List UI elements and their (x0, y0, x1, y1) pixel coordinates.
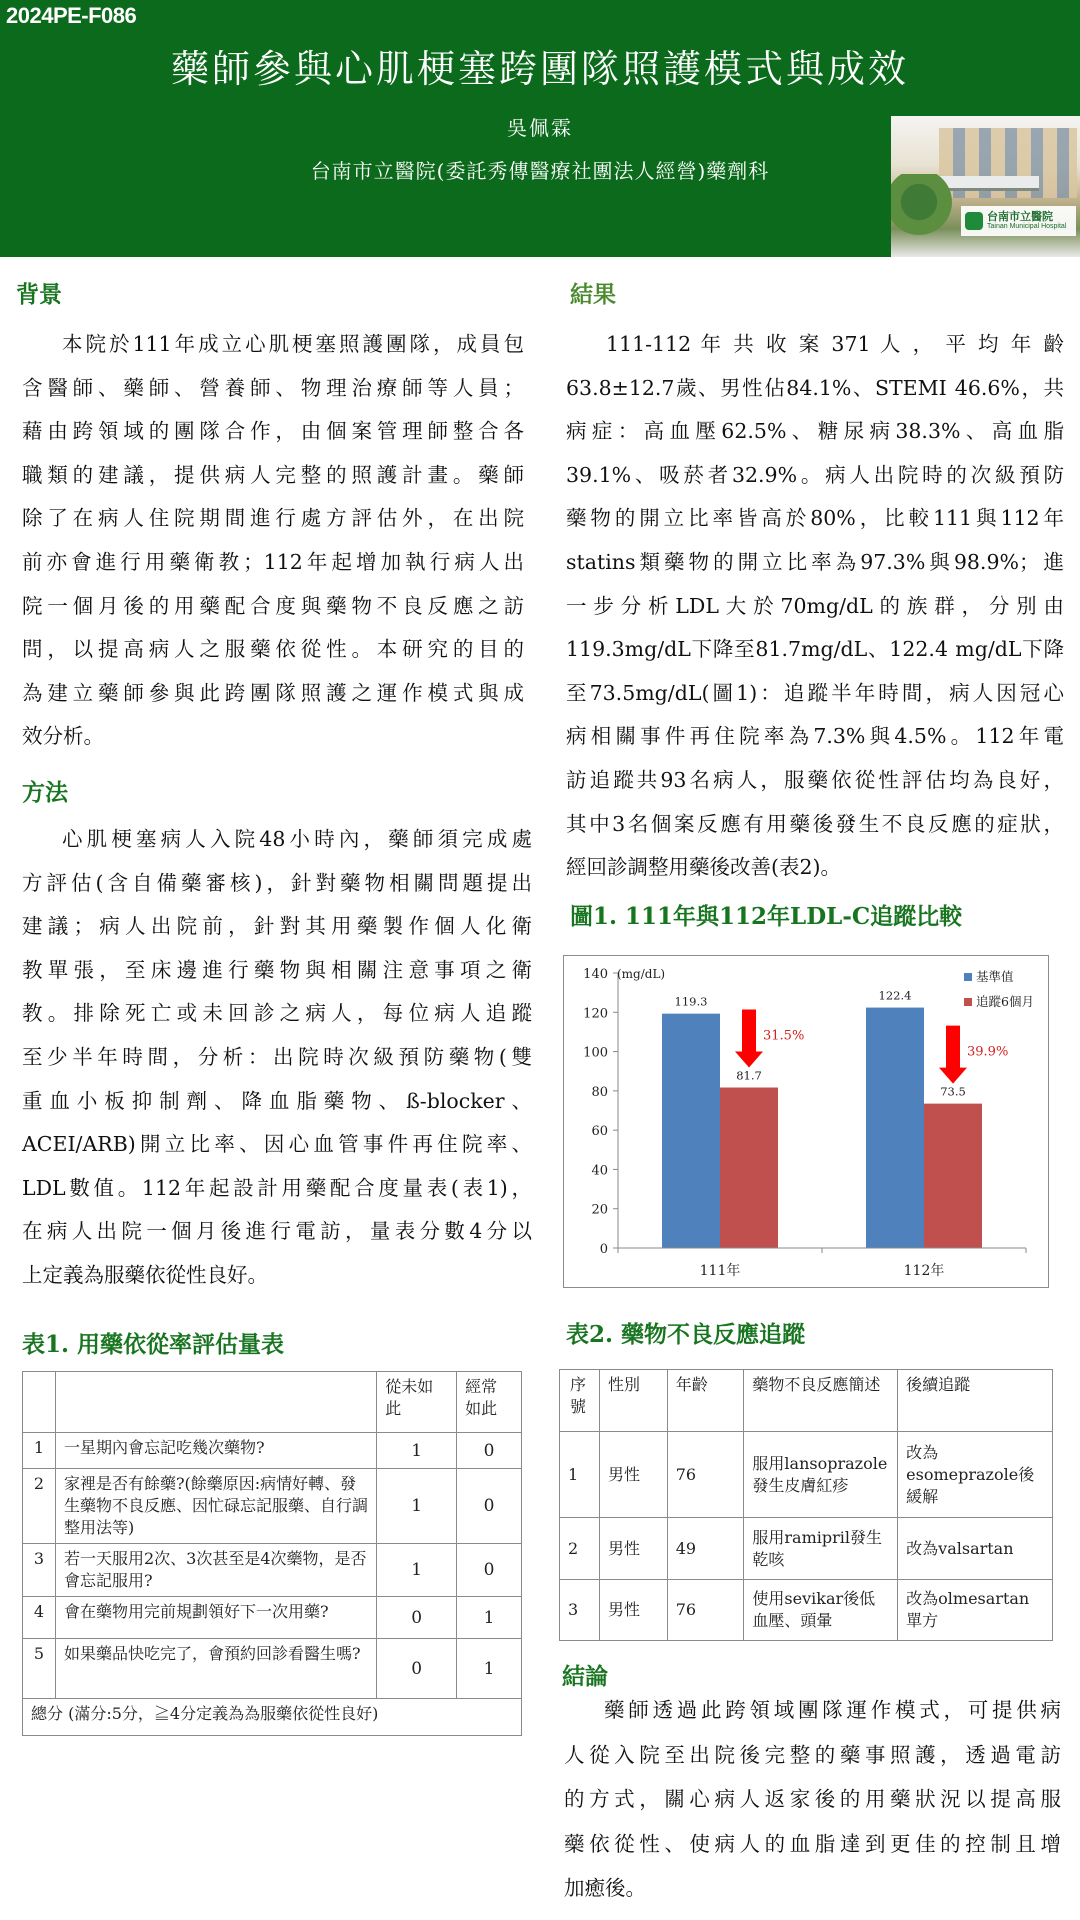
bar-value-label: 73.5 (940, 1084, 966, 1099)
results-line: 一步分析LDL大於70mg/dL的族群，分別由 (566, 593, 1064, 618)
poster-id: 2024PE-F086 (6, 3, 137, 28)
results-line: 病症：高血壓62.5%、糖尿病38.3%、高血脂 (566, 419, 1064, 444)
results-line: 經回診調整用藥後改善(表2)。 (566, 855, 842, 880)
methods-line: 在病人出院一個月後進行電訪，量表分數4分以 (22, 1219, 532, 1244)
conclusion-heading: 結論 (562, 1663, 608, 1690)
table2-cell-no: 2 (560, 1518, 600, 1580)
table1-row (23, 1597, 522, 1639)
y-axis-unit-label: (mg/dL) (617, 967, 666, 981)
x-category-label: 112年 (903, 1263, 945, 1279)
decrease-percent-label: 39.9% (967, 1044, 1009, 1060)
background-line: 為建立藥師參與此跨團隊照護之運作模式與成 (22, 680, 524, 705)
ldl-bar-chart (564, 956, 1050, 1289)
legend-label: 基準值 (976, 969, 1014, 984)
hospital-cross-icon (965, 212, 983, 230)
background-text (22, 323, 524, 759)
table2-cell-no: 3 (560, 1580, 600, 1641)
table1-row (23, 1639, 522, 1699)
methods-line: LDL數值。112年起設計用藥配合度量表(表1)， (22, 1175, 532, 1200)
hospital-photo (891, 116, 1080, 257)
table2-header-row (560, 1370, 1053, 1432)
table1-row (23, 1433, 522, 1469)
table1-cell-often: 1 (457, 1639, 522, 1699)
table1-cell-never: 1 (377, 1469, 457, 1544)
table1-cell-no: 5 (23, 1639, 56, 1699)
results-line: 訪追蹤共93名病人，服藥依從性評估均為良好， (566, 767, 1064, 792)
methods-heading: 方法 (22, 779, 68, 806)
results-line: 病相關事件再住院率為7.3%與4.5%。112年電 (566, 724, 1064, 749)
table1-cell-question: 若一天服用2次、3次甚至是4次藥物，是否會忘記服用? (55, 1544, 376, 1597)
table2-header-cell: 年齡 (667, 1370, 744, 1432)
background-line: 院一個月後的用藥配合度與藥物不良反應之訪 (22, 593, 524, 618)
table1-cell-no: 2 (23, 1469, 56, 1544)
conclusion-line: 加癒後。 (564, 1876, 646, 1900)
background-line: 問，以提高病人之服藥依從性。本研究的目的 (22, 637, 524, 662)
conclusion-line: 藥依從性、使病人的血脂達到更佳的控制且增 (564, 1831, 1061, 1856)
table2-caption: 表2. 藥物不良反應追蹤 (566, 1321, 806, 1348)
table2-cell-age: 76 (667, 1580, 744, 1641)
table2-cell-sex: 男性 (599, 1432, 667, 1518)
results-line: 其中3名個案反應有用藥後發生不良反應的症狀， (566, 811, 1064, 836)
table1-header-cell (23, 1372, 56, 1433)
table1-header-cell (55, 1372, 376, 1433)
affiliation: 台南市立醫院(委託秀傳醫療社團法人經營)藥劑科 (310, 159, 770, 183)
table1-cell-no: 1 (23, 1433, 56, 1469)
bar-followup (924, 1104, 982, 1248)
table2-row (560, 1432, 1053, 1518)
results-heading: 結果 (570, 281, 616, 308)
table2-cell-no: 1 (560, 1432, 600, 1518)
hospital-logo-zh: 台南市立醫院 (987, 210, 1053, 223)
table1-footer-row (23, 1699, 522, 1736)
bar-value-label: 122.4 (878, 988, 912, 1003)
methods-text (22, 818, 532, 1298)
trees-image (891, 174, 961, 244)
table1-header-cell: 從未如此 (377, 1372, 457, 1433)
table1-row (23, 1469, 522, 1544)
y-tick-label: 0 (599, 1242, 608, 1257)
table2-cell-age: 49 (667, 1518, 744, 1580)
table1-cell-often: 1 (457, 1597, 522, 1639)
hospital-logo-en: Tainan Municipal Hospital (987, 223, 1067, 230)
decrease-percent-label: 31.5% (763, 1028, 805, 1044)
bar-followup (720, 1088, 778, 1248)
bar-value-label: 119.3 (674, 994, 708, 1009)
legend-label: 追蹤6個月 (976, 994, 1034, 1009)
results-line: 111-112 年 共 收 案 371 人 ， 平 均 年 齡 (606, 332, 1064, 356)
methods-line: 上定義為服藥依從性良好。 (22, 1262, 268, 1287)
background-line: 本院於111年成立心肌梗塞照護團隊，成員包 (62, 332, 524, 356)
decrease-arrow-icon (939, 1026, 967, 1084)
table1-cell-question: 如果藥品快吃完了，會預約回診看醫生嗎? (55, 1639, 376, 1699)
background-line: 除了在病人住院期間進行處方評估外，在出院 (22, 506, 524, 531)
results-line: 119.3mg/dL下降至81.7mg/dL、122.4 mg/dL下降 (566, 637, 1064, 662)
table2-cell-sex: 男性 (599, 1580, 667, 1641)
methods-line: 重血小板抑制劑、降血脂藥物、ß-blocker、 (22, 1088, 532, 1113)
table1-cell-no: 4 (23, 1597, 56, 1639)
conclusion-line: 藥師透過此跨領域團隊運作模式，可提供病 (604, 1698, 1061, 1722)
conclusion-line: 的方式，關心病人返家後的用藥狀況以提高服 (564, 1787, 1061, 1811)
methods-line: 教。排除死亡或未回診之病人，每位病人追蹤 (22, 1001, 532, 1026)
results-line: statins類藥物的開立比率為97.3%與98.9%；進 (566, 549, 1064, 574)
table1-total-note: 總分 (滿分:5分，≧4分定義為為服藥依從性良好) (23, 1699, 522, 1736)
table2-cell-age: 76 (667, 1432, 744, 1518)
methods-line: 方評估(含自備藥審核)，針對藥物相關問題提出 (22, 870, 532, 895)
table1-cell-question: 家裡是否有餘藥?(餘藥原因:病情好轉、發生藥物不良反應、因忙碌忘記服藥、自行調整用法等) (55, 1469, 376, 1544)
table2-header-cell: 後續追蹤 (898, 1370, 1053, 1432)
table1-cell-often: 0 (457, 1469, 522, 1544)
results-line: 至73.5mg/dL(圖1)：追蹤半年時間，病人因冠心 (566, 680, 1064, 705)
table2-header-cell: 序號 (560, 1370, 600, 1432)
table2-cell-followup: 改為esomeprazole後緩解 (898, 1432, 1053, 1518)
background-line: 含醫師、藥師、營養師、物理治療師等人員； (22, 375, 524, 400)
background-line: 前亦會進行用藥衛教；112年起增加執行病人出 (22, 549, 524, 574)
conclusion-line: 人從入院至出院後完整的藥事照護，透過電訪 (564, 1742, 1061, 1767)
table1-cell-never: 0 (377, 1639, 457, 1699)
bar-baseline (662, 1014, 720, 1248)
adverse-reaction-table (559, 1369, 1053, 1641)
results-line: 39.1%、吸菸者32.9%。病人出院時的次級預防 (566, 462, 1064, 487)
legend-swatch (964, 973, 972, 981)
results-text (566, 323, 1064, 890)
table1-header-cell: 經常如此 (457, 1372, 522, 1433)
table2-cell-reaction: 使用sevikar後低血壓、頭暈 (744, 1580, 898, 1641)
table1-row (23, 1544, 522, 1597)
table2-header-cell: 藥物不良反應簡述 (744, 1370, 898, 1432)
poster-title: 藥師參與心肌梗塞跨團隊照護模式與成效 (170, 47, 909, 91)
y-tick-label: 100 (583, 1045, 608, 1061)
background-line: 藉由跨領域的團隊合作，由個案管理師整合各 (22, 419, 524, 444)
decrease-arrow-icon (735, 1010, 763, 1068)
table2-cell-followup: 改為valsartan (898, 1518, 1053, 1580)
y-tick-label: 120 (583, 1006, 608, 1022)
x-category-label: 111年 (699, 1263, 741, 1279)
results-line: 藥物的開立比率皆高於80%，比較111與112年 (566, 506, 1064, 531)
background-heading: 背景 (16, 281, 62, 308)
table2-header-cell: 性別 (599, 1370, 667, 1432)
results-line: 63.8±12.7歲、男性佔84.1%、STEMI 46.6%，共 (566, 375, 1064, 400)
background-line: 效分析。 (22, 724, 104, 749)
table1-cell-no: 3 (23, 1544, 56, 1597)
table1-cell-never: 1 (377, 1433, 457, 1469)
bar-baseline (866, 1008, 924, 1248)
ldl-chart-frame (563, 955, 1049, 1288)
table1-cell-often: 0 (457, 1433, 522, 1469)
methods-line: 建議；病人出院前，針對其用藥製作個人化衛 (22, 914, 532, 939)
hospital-logo (961, 206, 1076, 236)
y-tick-label: 20 (591, 1202, 608, 1218)
bar-value-label: 81.7 (736, 1068, 762, 1083)
y-tick-label: 60 (591, 1124, 608, 1140)
adherence-scale-table (22, 1371, 522, 1736)
methods-line: 心肌梗塞病人入院48小時內，藥師須完成處 (62, 827, 532, 851)
poster-header (0, 0, 1080, 257)
figure1-caption: 圖1. 111年與112年LDL-C追蹤比較 (570, 903, 963, 930)
y-tick-label: 80 (591, 1084, 608, 1100)
author-name: 吳佩霖 (507, 116, 573, 140)
table1-cell-never: 0 (377, 1597, 457, 1639)
table2-cell-sex: 男性 (599, 1518, 667, 1580)
y-tick-label: 40 (591, 1163, 608, 1179)
table1-cell-question: 會在藥物用完前規劃領好下一次用藥? (55, 1597, 376, 1639)
conclusion-text (564, 1688, 1061, 1911)
methods-line: 教單張，至床邊進行藥物與相關注意事項之衛 (22, 957, 532, 982)
legend-swatch (964, 998, 972, 1006)
table1-caption: 表1. 用藥依從率評估量表 (22, 1331, 285, 1358)
y-tick-label: 140 (583, 967, 608, 982)
table1-cell-never: 1 (377, 1544, 457, 1597)
table1-header-row (23, 1372, 522, 1433)
methods-line: 至少半年時間，分析：出院時次級預防藥物(雙 (22, 1044, 532, 1069)
background-line: 職類的建議，提供病人完整的照護計畫。藥師 (22, 462, 524, 487)
table1-cell-often: 0 (457, 1544, 522, 1597)
table2-cell-reaction: 服用ramipril發生乾咳 (744, 1518, 898, 1580)
table1-cell-question: 一星期內會忘記吃幾次藥物? (55, 1433, 376, 1469)
table2-row (560, 1580, 1053, 1641)
table2-cell-reaction: 服用lansoprazole發生皮膚紅疹 (744, 1432, 898, 1518)
methods-line: ACEI/ARB)開立比率、因心血管事件再住院率、 (22, 1132, 532, 1157)
table2-cell-followup: 改為olmesartan單方 (898, 1580, 1053, 1641)
table2-row (560, 1518, 1053, 1580)
